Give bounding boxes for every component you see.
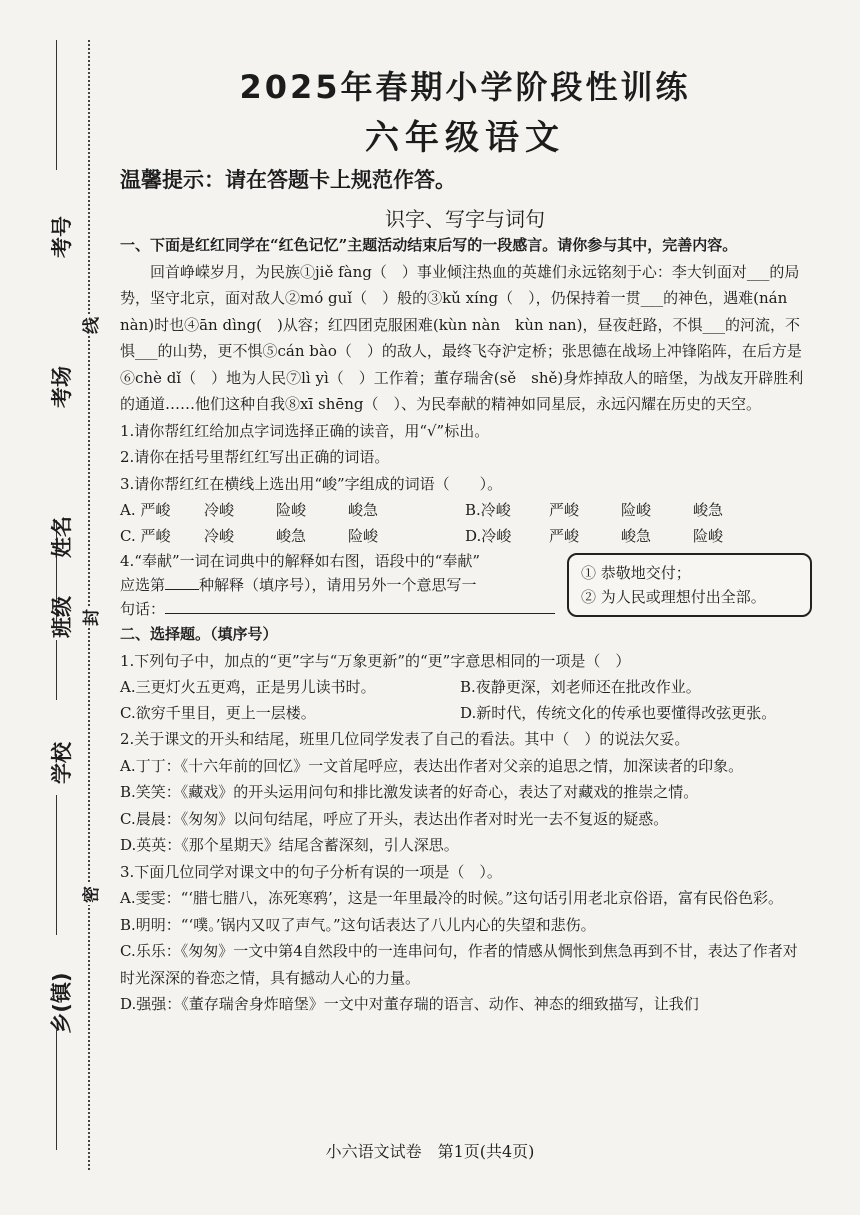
binding-margin — [0, 0, 110, 1215]
seal-feng: 封 — [77, 607, 102, 628]
option-b: B.冷峻 严峻 险峻 峻急 — [465, 501, 724, 519]
kaohao-line — [56, 40, 57, 170]
answer-blank[interactable] — [165, 573, 199, 590]
dotted-seal-line — [88, 40, 90, 1170]
section1-heading: 识字、写字与词句 — [385, 207, 545, 231]
s2-q2-a: A.丁丁：《十六年前的回忆》一文首尾呼应，表达出作者对父亲的追思之情，加深读者的印象。 — [120, 756, 744, 775]
s2-q2: 2.关于课文的开头和结尾，班里几位同学发表了自己的看法。其中（ ）的说法欠妥。 — [120, 730, 690, 748]
s2-q3-b: B.明明：“‘噗。’锅内又叹了声气。”这句话表达了八儿内心的失望和悲伤。 — [120, 915, 596, 934]
s2-q2-d: D.英英：《那个星期天》结尾含蓄深刻，引人深思。 — [120, 836, 459, 854]
s2-q1: 1.下列句子中，加点的“更”字与“万象更新”的“更”字意思相同的一项是（ ） — [120, 651, 631, 670]
option-c: C. 严峻 冷峻 峻急 险峻 — [120, 527, 379, 545]
section2-heading: 二、选择题。（填序号） — [120, 625, 278, 643]
passage: 回首峥嵘岁月，为民族①jiě fàng（ ）事业倾注热血的英雄们永远铭刻于心：李大钊面对___的局势，坚守北京，面对敌人②mó guǐ（ ）般的③kǔ xíng（ ），仍保持着一贯___的神色，遇难(nán nàn)时也④ān dìng( )从容；红四团克服困难(kùn nàn kùn nan)，昼夜赶路，不惧___的河流，不惧___的山势，更不惧⑤cán bào（ ）的敌人，最终飞夺沪定桥；张思德在战场上冲锋陷阵，在后方是⑥chè dǐ（ ）地为人民⑦lì yì（ ）工作着；董存瑞舍(sě shě)身炸掉敌人的暗堡，为战友开辟胜利的通道……他们这种自我⑧xī shēng（ ）、为民奉献的精神如同星辰，永远闪耀在历史的天空。 — [120, 262, 804, 413]
s2-q3-d: D.强强：《董存瑞舍身炸暗堡》一文中对董存瑞的语言、动作、神态的细致描写，让我们 — [120, 995, 699, 1013]
q1-4 — [120, 549, 810, 621]
options-cd — [120, 523, 810, 549]
xiangzhen-line — [56, 1030, 57, 1150]
q1-3: 3.请你帮红红在横线上选出用“峻”字组成的词语（ ）。 — [120, 474, 503, 493]
exam-subtitle: 六年级语文 — [365, 118, 565, 158]
s2-q2-c: C.晨晨：《匆匆》以问句结尾，呼应了开头，表达出作者对时光一去不复返的疑惑。 — [120, 809, 669, 828]
xiangzhen-label: 乡(镇) — [49, 972, 74, 1034]
s2-q3-a: A.雯雯：“‘腊七腊八，冻死寒鸦’，这是一年里最冷的时候。”这句话引用老北京俗语，富有民俗色彩。 — [120, 889, 783, 907]
warm-tip: 温馨提示：请在答题卡上规范作答。 — [120, 168, 456, 192]
xuexiao-line-top — [56, 640, 57, 700]
q1-4-text: 4.“奉献”一词在词典中的解释如右图，语段中的“奉献” 应选第 种解释（填序号），请用另外一个意思写一 句话： — [120, 549, 560, 621]
q1-1: 1.请你帮红红给加点字词选择正确的读音，用“√”标出。 — [120, 421, 490, 440]
seal-xian: 线 — [77, 315, 102, 336]
exam-title: 2025年春期小学阶段性训练 — [239, 68, 691, 106]
options-ab — [120, 497, 810, 523]
xingming-label: 姓名 — [50, 516, 74, 558]
s2-q3: 3.下面几位同学对课文中的句子分析有误的一项是（ ）。 — [120, 862, 502, 881]
kaochang-label: 考场 — [50, 366, 74, 408]
option-d: D.冷峻 严峻 峻急 险峻 — [465, 527, 724, 545]
s2-q1-cd: C.欲穷千里目，更上一层楼。 D.新时代，传统文化的传承也要懂得改弦更张。 — [120, 704, 777, 722]
seal-mi: 密 — [77, 884, 102, 905]
s2-q3-c: C.乐乐：《匆匆》一文中第4自然段中的一连串问句，作者的情感从惆怅到焦急再到不甘，表达了作者对时光深深的眷恋之情，具有撼动人心的力量。 — [120, 942, 798, 987]
s2-q2-b: B.笑笑：《藏戏》的开头运用问句和排比激发读者的好奇心，表达了对藏戏的推崇之情。 — [120, 783, 699, 801]
banji-label: 班级 — [50, 596, 74, 638]
dictionary-box: ① 恭敬地交付； ② 为人民或理想付出全部。 — [567, 553, 812, 617]
sentence-blank[interactable] — [165, 597, 555, 614]
s2-q1-ab: A.三更灯火五更鸡，正是男儿读书时。 B.夜静更深，刘老师还在批改作业。 — [120, 678, 701, 696]
q1-intro: 一、下面是红红同学在“红色记忆”主题活动结束后写的一段感言。请你参与其中，完善内容。 — [120, 236, 738, 254]
q1-2: 2.请你在括号里帮红红写出正确的词语。 — [120, 448, 390, 466]
option-a: A. 严峻 冷峻 险峻 峻急 — [120, 501, 379, 519]
exam-content — [120, 62, 810, 1018]
kaohao-label: 考号 — [50, 216, 74, 258]
xuexiao-label: 学校 — [50, 742, 74, 784]
xuexiao-line — [56, 795, 57, 935]
page-footer: 小六语文试卷 第1页(共4页) — [325, 1142, 535, 1161]
